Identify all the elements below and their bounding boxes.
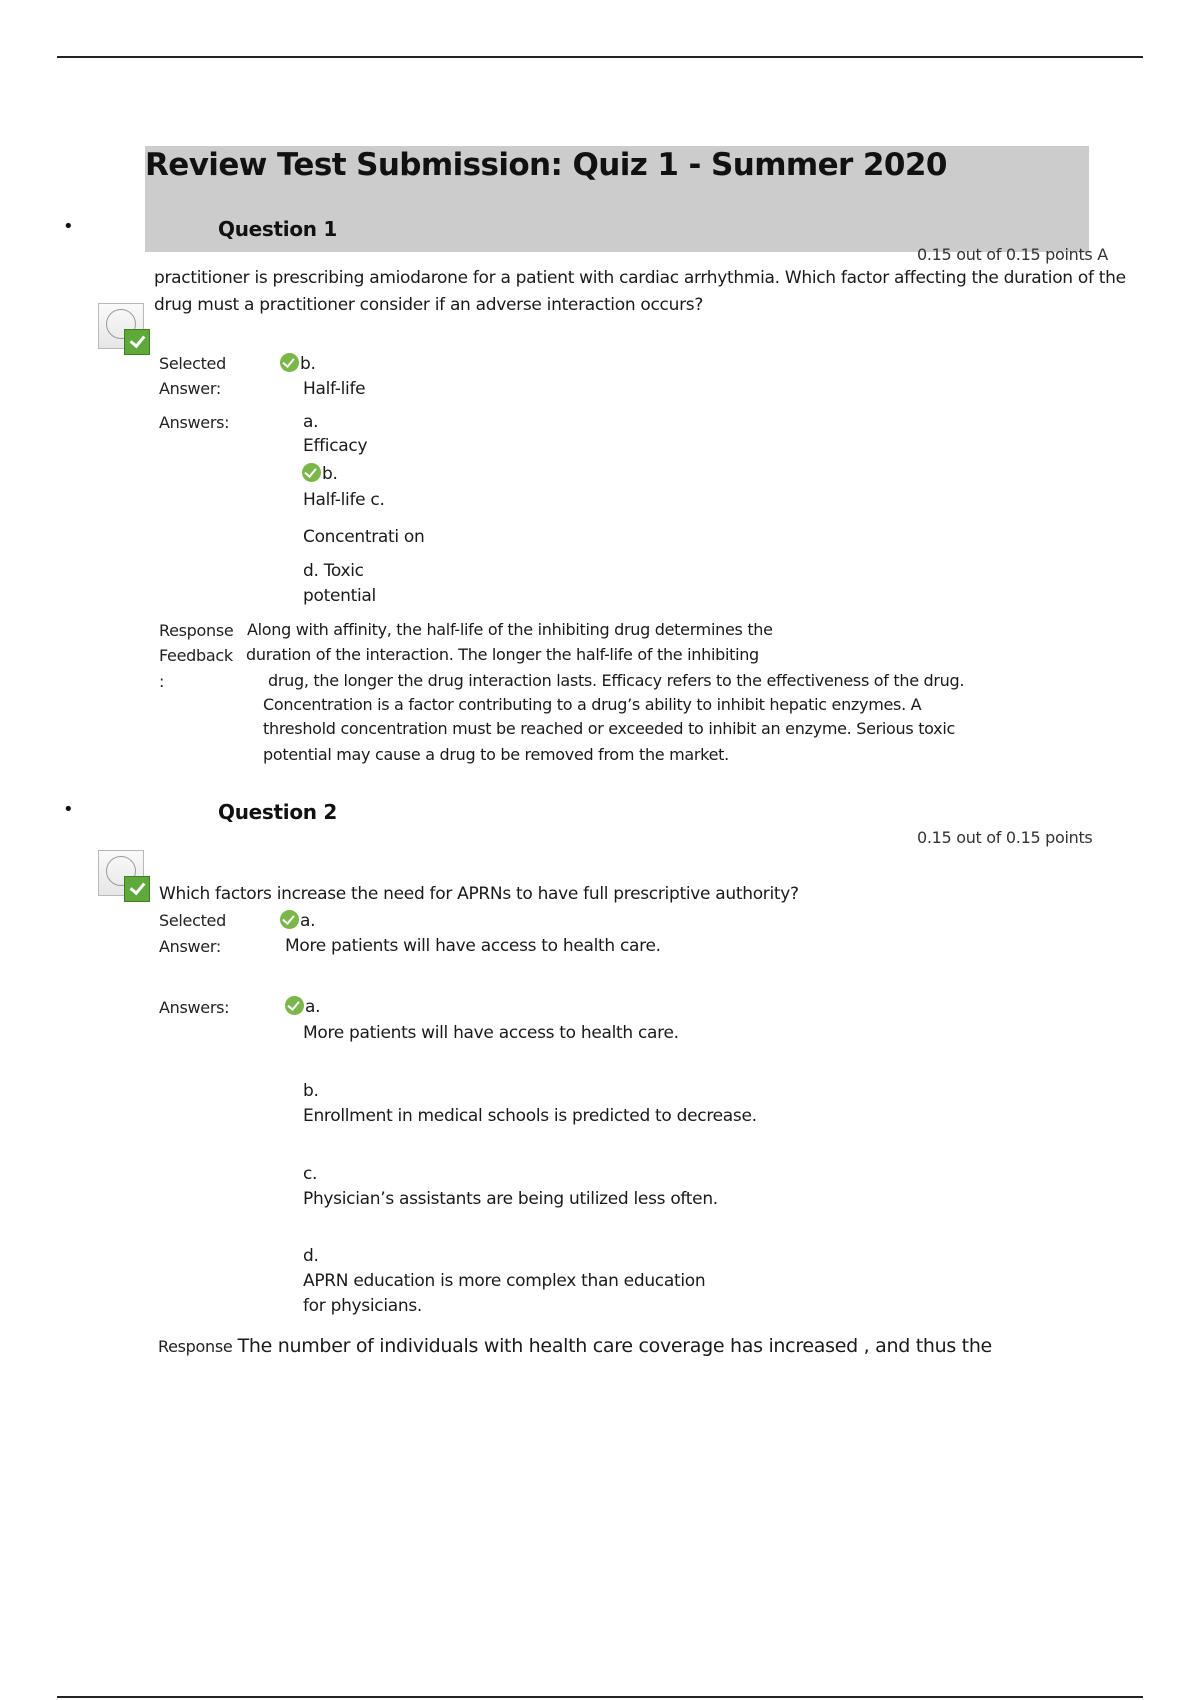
answer-a-text: More patients will have access to health care. [303,1023,679,1043]
answer-b-text: Enrollment in medical schools is predicted to decrease. [303,1106,757,1126]
question-2-bullet: • [63,799,74,820]
answer-b-text: Half-life c. [303,490,385,510]
question-2-points: 0.15 out of 0.15 points [917,828,1093,847]
answer-c-text: Concentrati on [303,527,425,547]
answer-a-letter: a. [303,412,319,432]
answer-a-text: Efficacy [303,436,368,456]
check-icon [285,996,304,1015]
response-label: Response [158,1337,233,1356]
response-text: The number of individuals with health care coverage has increased , and thus the [237,1335,992,1357]
bottom-rule [57,1696,1143,1698]
selected-answer-label-2: Answer: [159,379,221,398]
answers-label: Answers: [159,413,230,432]
selected-answer-label-2: Answer: [159,937,221,956]
question-1-text-line-2: drug must a practitioner consider if an adverse interaction occurs? [154,295,704,315]
page-title: Review Test Submission: Quiz 1 - Summer 2020 [145,147,947,183]
answer-d-line-2: for physicians. [303,1296,423,1316]
feedback-line-5: threshold concentration must be reached or exceeded to inhibit an enzyme. Serious toxic [263,719,955,738]
feedback-line-1: Along with affinity, the half-life of the inhibiting drug determines the [247,620,773,639]
top-rule [57,56,1143,58]
answer-b-letter [302,463,338,484]
answers-label: Answers: [159,998,230,1017]
correct-status-icon [98,850,150,902]
response-feedback-label-2: Feedback [159,646,233,665]
answer-b-letter-text: b. [322,464,338,484]
selected-letter-text: b. [300,354,316,374]
check-icon [280,910,299,929]
answer-d-line-1: APRN education is more complex than education [303,1271,706,1291]
answer-d-letter: d. [303,1246,319,1266]
feedback-line-3: drug, the longer the drug interaction lasts. Efficacy refers to the effectiveness of the drug. [268,671,965,690]
question-1-heading: Question 1 [218,217,337,241]
feedback-line-4: Concentration is a factor contributing to a drug’s ability to inhibit hepatic enzymes. A [263,695,922,714]
answer-a-letter [285,996,320,1017]
question-1-bullet: • [63,216,74,237]
selected-answer-label: Selected [159,354,226,373]
correct-status-icon [98,303,150,355]
answer-c-letter: c. [303,1164,318,1184]
selected-answer-text: Half-life [303,379,366,399]
question-2-text: Which factors increase the need for APRNs to have full prescriptive authority? [159,884,799,904]
answer-d-line-2: potential [303,586,376,606]
feedback-line-6: potential may cause a drug to be removed from the market. [263,745,729,764]
response-feedback-label-3: : [159,672,165,691]
question-1-points: 0.15 out of 0.15 points A [917,245,1108,264]
selected-answer-letter [280,353,316,374]
question-2-heading: Question 2 [218,800,337,824]
answer-c-text: Physician’s assistants are being utilized less often. [303,1189,718,1209]
selected-answer-letter [280,910,315,931]
selected-answer-text: More patients will have access to health care. [285,936,661,956]
feedback-line-2: duration of the interaction. The longer the half-life of the inhibiting [246,645,759,664]
answer-d-line-1: d. Toxic [303,561,364,581]
question-1-text-line-1: practitioner is prescribing amiodarone for a patient with cardiac arrhythmia. Which factor affecting the duration of the [154,268,1126,288]
answer-b-letter: b. [303,1081,319,1101]
selected-answer-label: Selected [159,911,226,930]
response-line [158,1335,992,1357]
selected-letter-text: a. [300,911,316,931]
response-feedback-label: Response [159,621,234,640]
check-icon [302,463,321,482]
check-icon [280,353,299,372]
answer-a-letter-text: a. [305,997,321,1017]
